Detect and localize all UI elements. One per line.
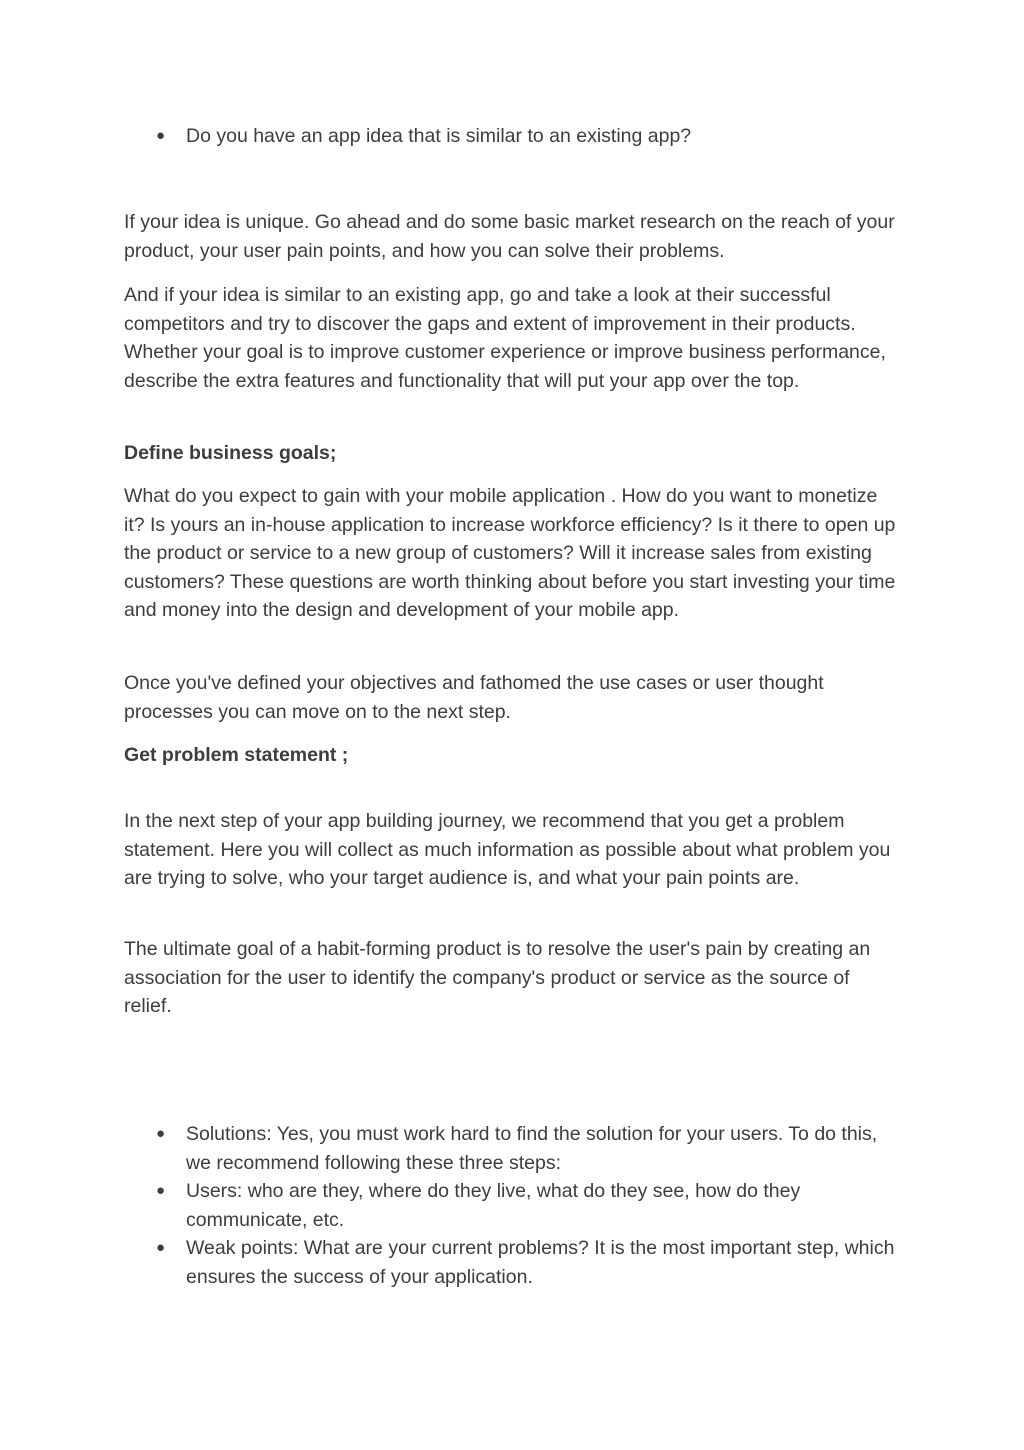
heading-business-goals: Define business goals; [124, 442, 337, 464]
bullet-glyph: ● [156, 127, 166, 144]
paragraph-unique-idea: If your idea is unique. Go ahead and do some basic market research on the reach of your product, your user pain points, and how you can solve their problems. [124, 211, 895, 262]
bullet-glyph: ● [156, 1125, 166, 1142]
paragraph-ultimate-goal: The ultimate goal of a habit-forming product is to resolve the user's pain by creating an association for the user to identify the company's product or service as the source of relief. [124, 938, 871, 1018]
list-item-text: Solutions: Yes, you must work hard to find the solution for your users. To do this, we recommend following these three steps: [186, 1123, 878, 1174]
bullet-glyph: ● [156, 1182, 166, 1200]
list-item-text: Users: who are they, where do they live, what do they see, how do they communicate, etc. [186, 1180, 801, 1231]
list-item [124, 122, 900, 151]
list-item [124, 1234, 900, 1291]
bullet-glyph: ● [156, 1239, 166, 1257]
bullet-list-bottom [124, 1120, 900, 1292]
paragraph-next-step: In the next step of your app building journey, we recommend that you get a problem statement. Here you will collect as much information as possible about what problem you are trying to solve, who your target audience is, and what your pain points are. [124, 810, 891, 890]
bullet-list-top [124, 122, 900, 151]
list-item-text: Do you have an app idea that is similar to an existing app? [186, 125, 692, 147]
list-item-text: Weak points: What are your current problems? It is the most important step, which ensures the success of your application. [186, 1237, 895, 1288]
paragraph-similar-idea: And if your idea is similar to an existing app, go and take a look at their successful competitors and try to discover the gaps and extent of improvement in their products. Whether your goal is to improve customer experience or improve business performance, describe the extra features and functionality that will put your app over the top. [124, 284, 886, 392]
paragraph-expectations: What do you expect to gain with your mobile application . How do you want to monetize it? Is yours an in-house application to increase workforce efficiency? Is it there to open up the product or service to a new group of customers? Will it increase sales from existing customers? These questions are worth thinking about before you start investing your time and money into the design and development of your mobile app. [124, 485, 896, 622]
paragraph-objectives: Once you've defined your objectives and fathomed the use cases or user thought processes you can move on to the next step. [124, 672, 824, 723]
heading-problem-statement: Get problem statement ; [124, 744, 349, 766]
list-item [124, 1177, 900, 1234]
list-item [124, 1120, 900, 1177]
